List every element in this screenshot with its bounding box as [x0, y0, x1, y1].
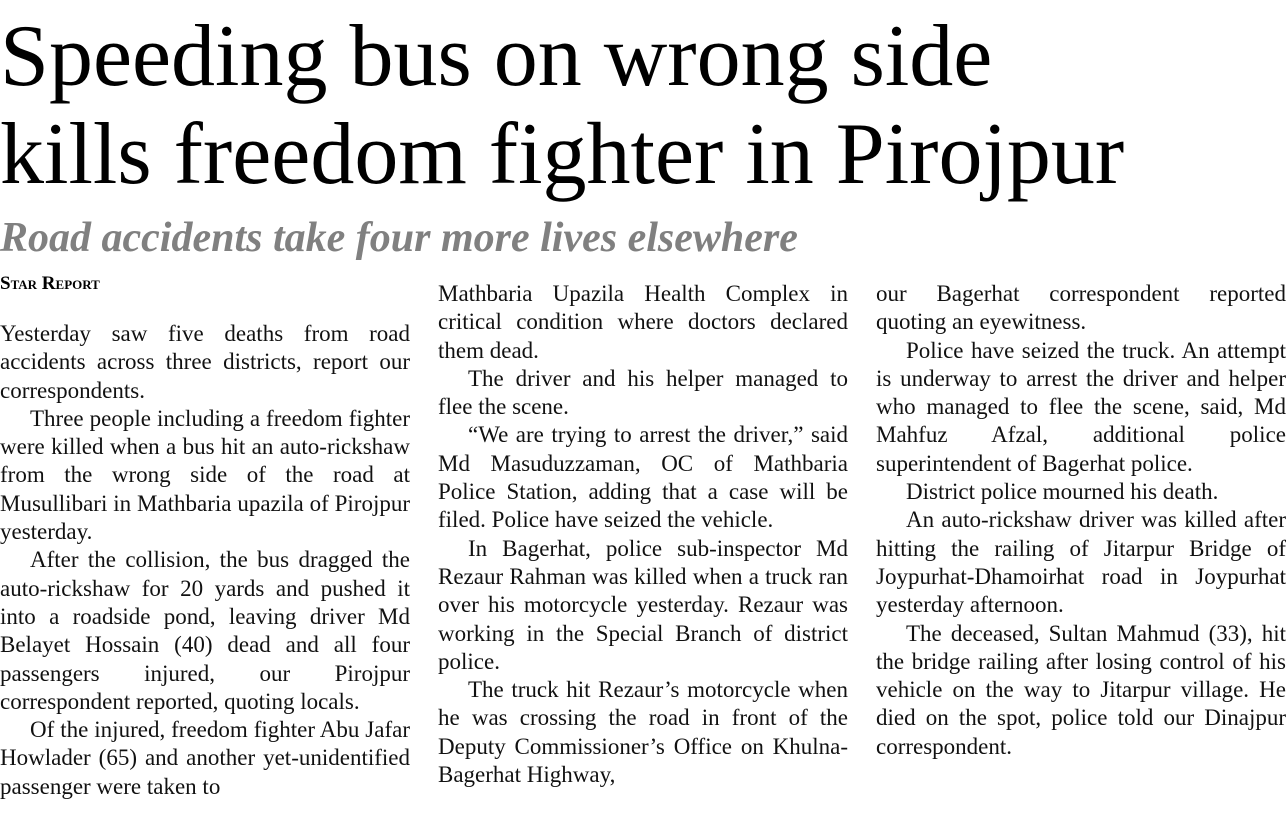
byline: Star Report	[0, 273, 100, 294]
paragraph: Police have seized the truck. An attempt is underway to arrest the driver and helper who managed to flee the scene, said, Md Mahfuz Afzal, additional police superintendent of Bagerhat police.	[876, 337, 1286, 476]
headline-line-1: Speeding bus on wrong side	[0, 8, 993, 105]
paragraph: District police mourned his death.	[906, 479, 1219, 505]
headline-line-2: kills freedom fighter in Pirojpur	[0, 106, 1125, 203]
paragraph: Mathbaria Upazila Health Complex in critical condition where doctors declared them dead.	[438, 281, 848, 363]
paragraph: Of the injured, freedom fighter Abu Jafar Howlader (65) and another yet-unidentified passenger were taken to	[0, 717, 410, 799]
paragraph: An auto-rickshaw driver was killed after hitting the railing of Jitarpur Bridge of Joypurhat-Dhamoirhat road in Joypurhat yesterday afternoon.	[876, 507, 1286, 618]
paragraph: The deceased, Sultan Mahmud (33), hit the bridge railing after losing control of his vehicle on the way to Jitarpur village. He died on the spot, police told our Dinajpur correspondent.	[876, 620, 1286, 759]
paragraph: our Bagerhat correspondent reported quoting an eyewitness.	[876, 281, 1286, 335]
article-column-3	[876, 280, 1286, 761]
paragraph: “We are trying to arrest the driver,” said Md Masuduzzaman, OC of Mathbaria Police Station, adding that a case will be filed. Police have seized the vehicle.	[438, 422, 848, 533]
paragraph: Yesterday saw five deaths from road accidents across three districts, report our correspondents.	[0, 321, 410, 403]
paragraph: The driver and his helper managed to flee the scene.	[438, 365, 848, 420]
paragraph: The truck hit Rezaur’s motorcycle when he was crossing the road in front of the Deputy Commissioner’s Office on Khulna-Bagerhat Highway,	[438, 677, 848, 788]
paragraph: In Bagerhat, police sub-inspector Md Rezaur Rahman was killed when a truck ran over his motorcycle yesterday. Rezaur was working in the Special Branch of district police.	[438, 535, 848, 674]
article-column-2	[438, 280, 848, 789]
article-column-1	[0, 320, 410, 801]
paragraph: Three people including a freedom fighter were killed when a bus hit an auto-rickshaw from the wrong side of the road at Musullibari in Mathbaria upazila of Pirojpur yesterday.	[0, 405, 410, 545]
headline	[0, 8, 1286, 204]
paragraph: After the collision, the bus dragged the auto-rickshaw for 20 yards and pushed it into a roadside pond, leaving driver Md Belayet Hossain (40) dead and all four passengers injured, our Pirojpur correspondent reported, quoting locals.	[0, 547, 410, 714]
subheadline: Road accidents take four more lives elsewhere	[0, 215, 798, 261]
